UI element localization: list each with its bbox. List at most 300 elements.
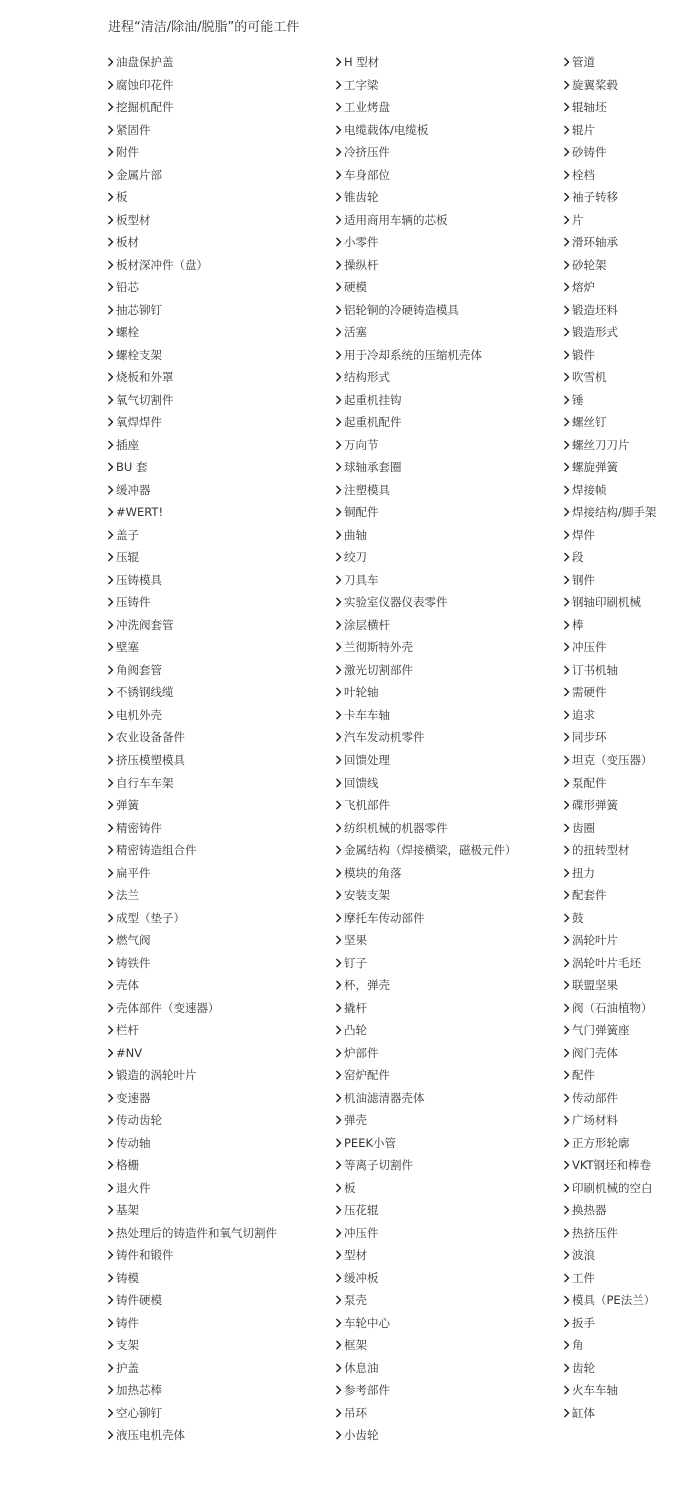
list-item-label: 铸件 (116, 1315, 139, 1330)
list-item-label: 万向节 (344, 437, 379, 452)
list-item-label: 变速器 (116, 1090, 151, 1105)
list-item (335, 1405, 517, 1428)
list-item (563, 1045, 656, 1068)
list-item-label: 齿圈 (572, 820, 595, 835)
list-item-label: 不锈钢线缆 (116, 685, 174, 700)
list-item-label: 撬杆 (344, 1000, 367, 1015)
chevron-right-icon (107, 437, 114, 453)
list-item-label: 绞刀 (344, 550, 367, 565)
list-item (335, 842, 517, 865)
chevron-right-icon (107, 234, 114, 250)
list-item (335, 797, 517, 820)
list-item (107, 1337, 277, 1360)
chevron-right-icon (335, 54, 342, 70)
list-item-label: 栓档 (572, 167, 595, 182)
list-item (107, 887, 277, 910)
list-item (107, 797, 277, 820)
chevron-right-icon (107, 189, 114, 205)
list-item-label: 用于冷却系统的压缩机壳体 (344, 347, 482, 362)
list-item (563, 99, 656, 122)
list-item (563, 347, 656, 370)
chevron-right-icon (107, 1135, 114, 1151)
chevron-right-icon (563, 257, 570, 273)
list-item (107, 1225, 277, 1248)
chevron-right-icon (107, 572, 114, 588)
list-item (335, 910, 517, 933)
list-item-label: 涂层横杆 (344, 617, 390, 632)
chevron-right-icon (563, 729, 570, 745)
list-item (563, 1337, 656, 1360)
chevron-right-icon (335, 1157, 342, 1173)
chevron-right-icon (107, 865, 114, 881)
list-item-label: 型材 (344, 1248, 367, 1263)
list-item-label: 换热器 (572, 1203, 607, 1218)
list-item-label: 空心铆钉 (116, 1405, 162, 1420)
chevron-right-icon (563, 437, 570, 453)
list-item-label: 车轮中心 (344, 1315, 390, 1330)
list-item-label: 订书机轴 (572, 662, 618, 677)
list-item-label: 板材深冲件（盘） (116, 257, 208, 272)
list-item-label: 泵壳 (344, 1293, 367, 1308)
list-item (563, 1022, 656, 1045)
chevron-right-icon (335, 1135, 342, 1151)
chevron-right-icon (107, 414, 114, 430)
list-item-label: 涡轮叶片毛坯 (572, 955, 641, 970)
chevron-right-icon (107, 1202, 114, 1218)
list-item (335, 1337, 517, 1360)
list-item-label: 压铸模具 (116, 572, 162, 587)
list-item-label: 工字梁 (344, 77, 379, 92)
chevron-right-icon (107, 1405, 114, 1421)
chevron-right-icon (107, 459, 114, 475)
list-item (335, 369, 517, 392)
list-item (107, 1157, 277, 1180)
chevron-right-icon (335, 1292, 342, 1308)
list-item-label: 钢件 (572, 572, 595, 587)
chevron-right-icon (335, 527, 342, 543)
chevron-right-icon (107, 144, 114, 160)
list-item-label: 泵配件 (572, 775, 607, 790)
list-item-label: 活塞 (344, 325, 367, 340)
chevron-right-icon (335, 234, 342, 250)
list-item-label: 辊轴坯 (572, 100, 607, 115)
chevron-right-icon (335, 212, 342, 228)
list-item-label: 金属片部 (116, 167, 162, 182)
list-item-label: 锻造坯料 (572, 302, 618, 317)
chevron-right-icon (107, 977, 114, 993)
list-item-label: 附件 (116, 145, 139, 160)
list-item-label: 铜配件 (344, 505, 379, 520)
list-item-label: 精密铸件 (116, 820, 162, 835)
list-item (335, 257, 517, 280)
chevron-right-icon (563, 504, 570, 520)
chevron-right-icon (563, 1270, 570, 1286)
list-item (335, 1360, 517, 1383)
chevron-right-icon (107, 1112, 114, 1128)
chevron-right-icon (107, 1000, 114, 1016)
list-item-label: 液压电机壳体 (116, 1428, 185, 1443)
list-item-label: 角 (572, 1338, 584, 1353)
list-item (563, 1157, 656, 1180)
list-item-label: 配件 (572, 1068, 595, 1083)
chevron-right-icon (335, 1022, 342, 1038)
list-item (107, 99, 277, 122)
list-item (563, 257, 656, 280)
list-item (107, 1427, 277, 1450)
list-item-label: 兰彻斯特外壳 (344, 640, 413, 655)
list-item (563, 1000, 656, 1023)
list-item-label: 齿轮 (572, 1360, 595, 1375)
chevron-right-icon (563, 414, 570, 430)
chevron-right-icon (563, 1292, 570, 1308)
list-item (563, 1180, 656, 1203)
list-item (335, 302, 517, 325)
list-item-label: 汽车发动机零件 (344, 730, 425, 745)
list-item-label: 精密铸造组合件 (116, 843, 197, 858)
list-item (107, 1067, 277, 1090)
list-item (563, 572, 656, 595)
list-item (107, 1315, 277, 1338)
list-item (563, 459, 656, 482)
list-item-label: 铸件硬模 (116, 1293, 162, 1308)
list-item-label: 波浪 (572, 1248, 595, 1263)
list-item-label: 扭力 (572, 865, 595, 880)
list-item-label: 的扭转型材 (572, 843, 630, 858)
list-item-label: 螺丝刀刀片 (572, 437, 630, 452)
list-item-label: 砂铸件 (572, 145, 607, 160)
chevron-right-icon (335, 775, 342, 791)
list-item-label: 传动部件 (572, 1090, 618, 1105)
chevron-right-icon (335, 594, 342, 610)
chevron-right-icon (107, 1292, 114, 1308)
chevron-right-icon (563, 1360, 570, 1376)
list-item (107, 1180, 277, 1203)
list-item (563, 820, 656, 843)
list-item-label: 工业烤盘 (344, 100, 390, 115)
list-item (107, 955, 277, 978)
list-item-label: 适用商用车辆的芯板 (344, 212, 448, 227)
list-item (563, 54, 656, 77)
chevron-right-icon (563, 1202, 570, 1218)
list-item (335, 865, 517, 888)
list-item (107, 865, 277, 888)
chevron-right-icon (335, 369, 342, 385)
list-item-label: 参考部件 (344, 1383, 390, 1398)
list-item-label: 栏杆 (116, 1023, 139, 1038)
list-item (107, 167, 277, 190)
list-item (335, 955, 517, 978)
list-item (107, 1405, 277, 1428)
list-item (335, 1315, 517, 1338)
list-item-label: 腐蚀印花件 (116, 77, 174, 92)
list-item (335, 1270, 517, 1293)
list-item (563, 707, 656, 730)
list-item-label: 烧板和外罩 (116, 370, 174, 385)
list-item-label: 板型材 (116, 212, 151, 227)
list-item (335, 1225, 517, 1248)
list-item (335, 1292, 517, 1315)
chevron-right-icon (335, 1112, 342, 1128)
list-item-label: 自行车车架 (116, 775, 174, 790)
list-item-label: 格栅 (116, 1158, 139, 1173)
chevron-right-icon (107, 257, 114, 273)
chevron-right-icon (335, 910, 342, 926)
chevron-right-icon (335, 414, 342, 430)
chevron-right-icon (107, 324, 114, 340)
list-item (563, 1090, 656, 1113)
chevron-right-icon (563, 1405, 570, 1421)
list-item-label: 起重机挂钩 (344, 392, 402, 407)
list-item (107, 77, 277, 100)
list-item (335, 752, 517, 775)
list-item (107, 820, 277, 843)
list-item-label: 气门弹簧座 (572, 1023, 630, 1038)
list-item (107, 527, 277, 550)
chevron-right-icon (107, 752, 114, 768)
list-item-label: 焊件 (572, 527, 595, 542)
chevron-right-icon (107, 1427, 114, 1443)
chevron-right-icon (563, 347, 570, 363)
list-item-label: 板 (344, 1180, 356, 1195)
chevron-right-icon (563, 302, 570, 318)
list-item (335, 1247, 517, 1270)
chevron-right-icon (335, 1225, 342, 1241)
list-item (563, 1225, 656, 1248)
list-item-label: 加热芯棒 (116, 1383, 162, 1398)
chevron-right-icon (107, 347, 114, 363)
list-item (107, 594, 277, 617)
chevron-right-icon (563, 1382, 570, 1398)
list-item (563, 189, 656, 212)
list-item-label: 棒 (572, 617, 584, 632)
chevron-right-icon (563, 594, 570, 610)
chevron-right-icon (563, 955, 570, 971)
list-item (335, 775, 517, 798)
chevron-right-icon (563, 617, 570, 633)
list-item (107, 1000, 277, 1023)
list-item-label: 同步环 (572, 730, 607, 745)
list-item-label: 工件 (572, 1270, 595, 1285)
list-item (107, 459, 277, 482)
list-item (107, 414, 277, 437)
chevron-right-icon (563, 684, 570, 700)
chevron-right-icon (107, 392, 114, 408)
chevron-right-icon (563, 1247, 570, 1263)
list-item (335, 437, 517, 460)
chevron-right-icon (335, 729, 342, 745)
list-item-label: 电机外壳 (116, 707, 162, 722)
list-item-label: 支架 (116, 1338, 139, 1353)
list-item-label: 辊片 (572, 122, 595, 137)
chevron-right-icon (335, 707, 342, 723)
list-item-label: 回馈线 (344, 775, 379, 790)
chevron-right-icon (335, 437, 342, 453)
chevron-right-icon (563, 369, 570, 385)
chevron-right-icon (107, 1022, 114, 1038)
chevron-right-icon (335, 324, 342, 340)
list-item-label: 火车车轴 (572, 1383, 618, 1398)
list-item-label: 坚果 (344, 933, 367, 948)
list-item (107, 1202, 277, 1225)
list-item-label: 退火件 (116, 1180, 151, 1195)
chevron-right-icon (335, 1090, 342, 1106)
list-item (107, 1045, 277, 1068)
list-item (563, 617, 656, 640)
list-item-label: 阀（石油植物） (572, 1000, 653, 1015)
chevron-right-icon (335, 1315, 342, 1331)
list-item (563, 1292, 656, 1315)
list-item-label: 板材 (116, 235, 139, 250)
chevron-right-icon (107, 369, 114, 385)
list-item-label: 铝轮铜的冷硬铸造模具 (344, 302, 459, 317)
list-item (335, 1202, 517, 1225)
list-item-label: 燃气阀 (116, 933, 151, 948)
list-item (563, 414, 656, 437)
list-item (335, 1135, 517, 1158)
list-item (107, 1090, 277, 1113)
list-item (107, 910, 277, 933)
list-item (335, 99, 517, 122)
list-item-label: 法兰 (116, 888, 139, 903)
chevron-right-icon (563, 1000, 570, 1016)
chevron-right-icon (563, 752, 570, 768)
list-item (563, 437, 656, 460)
list-item (335, 54, 517, 77)
chevron-right-icon (563, 459, 570, 475)
chevron-right-icon (335, 347, 342, 363)
list-item (107, 144, 277, 167)
chevron-right-icon (107, 279, 114, 295)
list-item (563, 594, 656, 617)
list-item-label: 框架 (344, 1338, 367, 1353)
list-item-label: 炉部件 (344, 1045, 379, 1060)
chevron-right-icon (563, 707, 570, 723)
chevron-right-icon (335, 752, 342, 768)
list-item-label: 阀门壳体 (572, 1045, 618, 1060)
list-item-label: 铸件和锻件 (116, 1248, 174, 1263)
chevron-right-icon (335, 279, 342, 295)
chevron-right-icon (563, 279, 570, 295)
list-item-label: 板 (116, 190, 128, 205)
chevron-right-icon (107, 1157, 114, 1173)
list-item-label: 鼓 (572, 910, 584, 925)
chevron-right-icon (335, 1337, 342, 1353)
chevron-right-icon (563, 1337, 570, 1353)
chevron-right-icon (107, 775, 114, 791)
chevron-right-icon (107, 549, 114, 565)
list-item-label: 吊环 (344, 1405, 367, 1420)
list-item (335, 392, 517, 415)
chevron-right-icon (335, 662, 342, 678)
chevron-right-icon (107, 594, 114, 610)
chevron-right-icon (563, 189, 570, 205)
chevron-right-icon (563, 932, 570, 948)
list-item (335, 617, 517, 640)
list-item-label: 盖子 (116, 527, 139, 542)
list-item-label: 窑炉配件 (344, 1068, 390, 1083)
list-item (107, 347, 277, 370)
list-item-label: 注塑模具 (344, 482, 390, 497)
chevron-right-icon (107, 302, 114, 318)
list-item-label: 实验室仪器仪表零件 (344, 595, 448, 610)
list-item-label: 正方形轮廓 (572, 1135, 630, 1150)
chevron-right-icon (335, 1202, 342, 1218)
list-item (335, 234, 517, 257)
list-item-label: 冷挤压件 (344, 145, 390, 160)
chevron-right-icon (563, 887, 570, 903)
list-item-label: 紧固件 (116, 122, 151, 137)
list-item (335, 1112, 517, 1135)
list-item-label: 吹雪机 (572, 370, 607, 385)
list-item (563, 1360, 656, 1383)
list-item-label: 飞机部件 (344, 798, 390, 813)
chevron-right-icon (107, 122, 114, 138)
chevron-right-icon (563, 54, 570, 70)
chevron-right-icon (335, 167, 342, 183)
chevron-right-icon (563, 639, 570, 655)
list-item-label: 激光切割部件 (344, 662, 413, 677)
chevron-right-icon (335, 189, 342, 205)
chevron-right-icon (335, 122, 342, 138)
list-item-label: 插座 (116, 437, 139, 452)
chevron-right-icon (107, 932, 114, 948)
list-item-label: 扁平件 (116, 865, 151, 880)
list-item (563, 887, 656, 910)
list-item (563, 144, 656, 167)
list-item (563, 1270, 656, 1293)
list-item (563, 752, 656, 775)
list-item-label: 机油滤清器壳体 (344, 1090, 425, 1105)
chevron-right-icon (107, 167, 114, 183)
list-item (107, 189, 277, 212)
list-item-label: 挤压模塑模具 (116, 752, 185, 767)
chevron-right-icon (107, 1337, 114, 1353)
list-item (107, 752, 277, 775)
list-item-label: 球轴承套圈 (344, 460, 402, 475)
list-item-label: 碟形弹簧 (572, 798, 618, 813)
chevron-right-icon (107, 99, 114, 115)
list-item (335, 887, 517, 910)
list-item-label: 铸铁件 (116, 955, 151, 970)
chevron-right-icon (335, 932, 342, 948)
list-item-label: 弹壳 (344, 1113, 367, 1128)
list-item (563, 1315, 656, 1338)
list-item-label: 杯，弹壳 (344, 978, 390, 993)
list-item-label: 铸模 (116, 1270, 139, 1285)
chevron-right-icon (563, 144, 570, 160)
chevron-right-icon (335, 504, 342, 520)
list-item (335, 572, 517, 595)
chevron-right-icon (335, 977, 342, 993)
list-item (335, 662, 517, 685)
workpiece-column-2 (335, 54, 517, 1450)
list-item (335, 932, 517, 955)
list-item (335, 1180, 517, 1203)
list-item-label: 小齿轮 (344, 1428, 379, 1443)
workpiece-column-1 (107, 54, 277, 1450)
chevron-right-icon (107, 1315, 114, 1331)
list-item (335, 1045, 517, 1068)
chevron-right-icon (335, 482, 342, 498)
chevron-right-icon (563, 234, 570, 250)
list-item (563, 662, 656, 685)
list-item (107, 1360, 277, 1383)
chevron-right-icon (563, 1112, 570, 1128)
chevron-right-icon (563, 122, 570, 138)
chevron-right-icon (107, 1382, 114, 1398)
chevron-right-icon (335, 392, 342, 408)
list-item (107, 707, 277, 730)
